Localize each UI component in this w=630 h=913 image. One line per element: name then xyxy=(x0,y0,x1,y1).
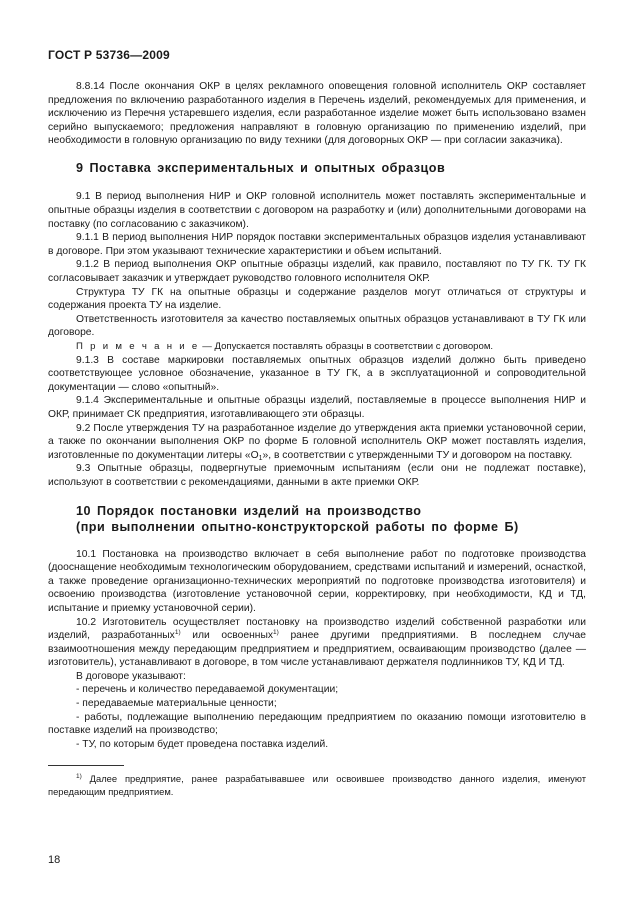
litera-subscript: 1 xyxy=(258,454,263,462)
list-item: - передаваемые материальные ценности; xyxy=(76,698,277,710)
document-body xyxy=(48,80,586,798)
paragraph-9-1-3: 9.1.3 В составе маркировки поставляемых опытных образцов изделий должно быть приведено соответствующее условное обозначение, указанное в ТУ ГК, а в эксплуатационной и сопроводительной документации — слово «опытный». xyxy=(48,354,586,393)
paragraph-9-1-1: 9.1.1 В период выполнения НИР порядок поставки экспериментальных образцов изделия устанавливают в договоре. При этом указывают технические характеристики и объем испытаний. xyxy=(48,232,586,257)
paragraph-10-2 xyxy=(48,616,586,670)
paragraph-9-1-2: 9.1.2 В период выполнения ОКР опытные образцы изделий, как правило, поставляют по ТУ ГК. ТУ ГК согласовывает заказчик и утверждает руководство головного исполнителя ОКР. xyxy=(48,259,586,285)
section-10-title-line-2: (при выполнении опытно-конструкторской работы по форме Б) xyxy=(76,520,519,535)
note-text: — Допускается поставлять образцы в соответствии с договором. xyxy=(199,341,494,352)
contract-list xyxy=(48,683,586,751)
footnote-text: Далее предприятие, ранее разрабатывавшее или освоившее производство данного изделия, именуют передающим предприятием. xyxy=(48,773,586,798)
section-9-title: 9 Поставка экспериментальных и опытных образцов xyxy=(76,160,446,175)
document-header: ГОСТ Р 53736—2009 xyxy=(48,48,170,62)
paragraph-10-2-part-a: 10.2 Изготовитель осуществляет постановку на производство изделий собственной разработки или изделий, разработанных xyxy=(48,616,586,642)
list-item: - ТУ, по которым будет проведена поставка изделий. xyxy=(76,738,329,750)
paragraph-9-1: 9.1 В период выполнения НИР и ОКР головной исполнитель может поставлять экспериментальные и опытные образцы изделия в соответствии с договором на разработку и (или) дополнительными договорами на поставку (по согласованию с заказчиком). xyxy=(48,191,586,230)
note-label: П р и м е ч а н и е xyxy=(76,341,200,352)
paragraph-9-2-part-a: 9.2 После утверждения ТУ на разработанное изделие до утверждения акта приемки установочной серии, а также по окончании выполнения ОКР по форме Б головной исполнитель ОКР может поставлять изделия, изготовленные по документации литеры «О xyxy=(48,422,586,461)
paragraph-9-1-4: 9.1.4 Экспериментальные и опытные образцы изделий, поставляемые в процессе выполнения НИР и ОКР, принимает СК предприятия, изготавливающего эти образцы. xyxy=(48,395,586,420)
list-item: - работы, подлежащие выполнению передающим предприятием по оказанию помощи изготовителю в поставке изделий на производство; xyxy=(48,711,586,737)
note xyxy=(48,340,586,354)
page-number: 18 xyxy=(48,854,61,866)
paragraph-structure: Структура ТУ ГК на опытные образцы и содержание разделов могут отличаться от структуры и содержания проекта ТУ на изделие. xyxy=(48,286,586,312)
footnote-divider xyxy=(48,765,124,766)
footnote-mark: 1) xyxy=(76,773,82,781)
footnote xyxy=(48,772,586,798)
section-10-title-line-1: 10 Порядок постановки изделий на производство xyxy=(76,503,422,518)
footnote-ref-1: 1) xyxy=(174,629,181,637)
paragraph-10-2-part-b: или освоенных xyxy=(180,630,274,642)
paragraph-responsibility: Ответственность изготовителя за качество поставляемых опытных образцов устанавливают в ТУ ГК или договоре. xyxy=(48,313,586,339)
paragraph-10-1: 10.1 Постановка на производство включает в себя выполнение работ по подготовке производства (дооснащение необходимым технологическим оборудованием, средствами испытаний и измерений, оснасткой, а также проведение организационно-технических мероприятий по подготовке производства изготовителя) и освоению производства (изготовление установочной серии, корректировку, при необходимости, КД и ТД, испытание и приемку установочной серии). xyxy=(48,548,586,614)
paragraph-8-8-14: 8.8.14 После окончания ОКР в целях рекламного оповещения головной исполнитель ОКР составляет предложения по включению разработанного изделия в Перечень изделий, рекомендуемых для применения, и исключению из Перечня устаревшего изделия, если разработанное изделие может быть использовано взамен серийно выпускаемого; предложения направляют в головную организацию по применению изделий, при необходимости в головную организацию по виду техники (для договорных ОКР — при согласии заказчика). xyxy=(48,81,586,147)
list-item: - перечень и количество передаваемой документации; xyxy=(76,684,339,696)
paragraph-contract: В договоре указывают: xyxy=(76,670,186,682)
paragraph-9-2-part-b: », в соответствии с утвержденными ТУ и договором на поставку. xyxy=(262,449,573,461)
paragraph-9-3: 9.3 Опытные образцы, подвергнутые приемочным испытаниям (если они не подлежат поставке), используют в соответствии с рекомендациями, данными в акте приемки ОКР. xyxy=(48,463,586,488)
section-10-title xyxy=(48,503,586,536)
footnote-ref-2: 1) xyxy=(273,629,279,637)
paragraph-9-2 xyxy=(48,422,586,463)
paragraph-10-2-part-c: ранее другими предприятиями. В последнем случае взаимоотношения между передающим предприятием и предприятием, осваивающим производство (далее — изготовитель), устанавливают в договоре, в том числе устанавливают держателя подлинников ТУ, КД И ТД. xyxy=(48,630,586,669)
